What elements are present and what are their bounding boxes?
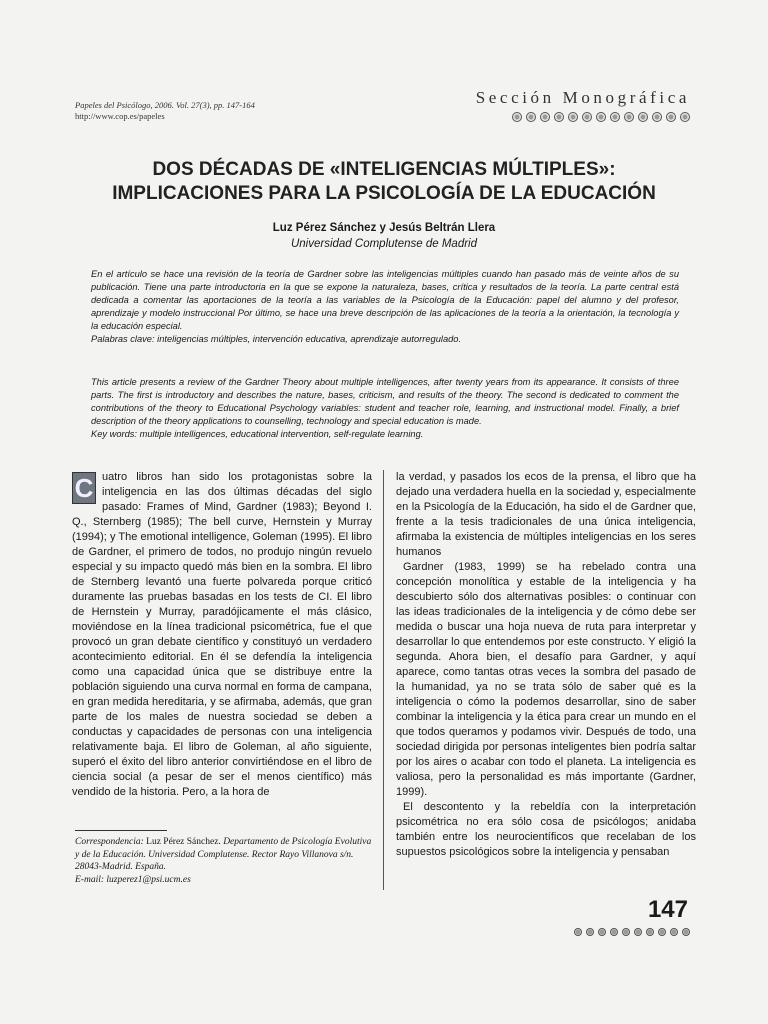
keywords-text: inteligencias múltiples, intervención educativa, aprendizaje autorregulado. — [157, 334, 462, 345]
affiliation: Universidad Complutense de Madrid — [290, 238, 477, 250]
dot-icon — [646, 928, 654, 936]
footnote-email: E-mail: luzperez1@psi.ucm.es — [75, 874, 191, 885]
title-line-1: DOS DÉCADAS DE «INTELIGENCIAS MÚLTIPLES»: — [152, 159, 616, 180]
dot-icon — [574, 928, 582, 936]
footnote-name: Luz Pérez Sánchez. — [146, 837, 221, 847]
dot-icon — [622, 928, 630, 936]
article-title — [75, 158, 693, 206]
dot-icon — [610, 112, 620, 122]
page-number: 147 — [647, 896, 688, 923]
decorative-dots-top — [512, 112, 690, 122]
dot-icon — [554, 112, 564, 122]
paragraph-text: uatro libros han sido los protagonistas sobre la inteligencia en las dos últimas décadas del siglo pasado: Frames of Mind, Gardner (1983); Beyond I. Q., Sternberg (1985); The bell curve, Hernstein y Murray (1994); y The emotional intelligence, Goleman (1995). El libro de Gardner, el primero de todos, no produjo ningún revuelo especial y su impacto quedó más bien en la sombra. El libro de Sternberg levantó una fuerte polvareda porque criticó duramente las pruebas basadas en los tests de CI. El libro de Hernstein y Murray, paradójicamente el más clásico, moviéndose en la línea tradicional psicométrica, fue el que provocó un gran debate científico y constituyó un verdadero acontecimiento editorial. En él se defendía la inteligencia como una capacidad única que se distribuye entre la población siguiendo una curva normal en forma de campana, en gran medida hereditaria, y se afirmaba, además, que gran parte de los males de nuestra sociedad se deben a conductas y capacidades de personas con una inteligencia relativamente baja. El libro de Goleman, al año siguiente, superó el éxito del libro anterior convirtiéndose en el libro de ciencia social (a pesar de ser el menos científico) más vendido de la historia. Pero, a la hora de — [72, 471, 372, 798]
dot-icon — [670, 928, 678, 936]
authors: Luz Pérez Sánchez y Jesús Beltrán Llera — [272, 222, 496, 234]
footnote-label: Correspondencia: — [75, 837, 144, 847]
section-title: Sección Monográfica — [475, 88, 690, 107]
dot-icon — [652, 112, 662, 122]
drop-cap: C — [72, 472, 96, 504]
keywords-label: Key words: — [91, 429, 137, 440]
dot-icon — [658, 928, 666, 936]
body-column-left — [72, 470, 372, 800]
abstract-english — [91, 376, 679, 441]
dot-icon — [682, 928, 690, 936]
dot-icon — [540, 112, 550, 122]
keywords-text: multiple intelligences, educational intervention, self-regulate learning. — [139, 429, 424, 440]
abstract-text: This article presents a review of the Gardner Theory about multiple intelligences, after twenty years from its appearance. It consists of three parts. The first is introductory and describes the nature, bases, criticism, and results of the theory. The second is dedicated to comment the contributions of the theory to Educational Psychology variables: student and teacher role, learning, and instructional model. Finally, a brief description of the theory applications to counselling, technology and special education is made. — [91, 377, 679, 427]
dot-icon — [568, 112, 578, 122]
abstract-text: En el artículo se hace una revisión de la teoría de Gardner sobre las inteligencias múltiples cuando han pasado más de veinte años de su publicación. Tiene una parte introductoria en la que se expone la naturaleza, bases, crítica y resultados de la teoría. La parte central está dedicada a comentar las aportaciones de la teoría a las variables de la Psicología de la Educación: papel del alumno y del profesor, aprendizaje y modelo instruccional Por último, se hace una breve descripción de las aplicaciones de la teoría a la orientación, la tecnología y la educación especial. — [91, 269, 679, 332]
keywords-label: Palabras clave: — [91, 334, 155, 345]
correspondence-footnote — [75, 836, 375, 886]
dot-icon — [624, 112, 634, 122]
dot-icon — [596, 112, 606, 122]
decorative-dots-bottom — [574, 928, 690, 936]
footnote-address: Departamento de Psicología Evolutiva y de la Educación. Universidad Complutense. Rector Rayo Villanova s/n. 28043-Madrid. España. — [75, 837, 372, 872]
dot-icon — [598, 928, 606, 936]
dot-icon — [526, 112, 536, 122]
paragraph: Gardner (1983, 1999) se ha rebelado contra una concepción monolítica y estable de la inteligencia y ha descubierto sólo dos alternativas posibles: o continuar con las ideas tradicionales de la inteligencia y de cómo debe ser medida o buscar una hoja nueva de ruta para interpretar y desarrollar lo que entendemos por este constructo. Y eligió la segunda. Ahora bien, el desafío para Gardner, y aquí aparece, como tantas otras veces la sombra del pasado de la humanidad, ya no se trata sólo de saber qué es la inteligencia o cómo la podemos desarrollar, sino de saber combinar la inteligencia y la ética para crear un mundo en el que todos queramos y podamos vivir. Después de todo, una sociedad dirigida por personas inteligentes bien podría saltar por los aires o acabar con todo el planeta. La inteligencia es valiosa, pero la personalidad es más importante (Gardner, 1999). — [396, 561, 696, 798]
journal-header — [75, 100, 255, 122]
dot-icon — [582, 112, 592, 122]
journal-url: http://www.cop.es/papeles — [75, 111, 165, 121]
dot-icon — [512, 112, 522, 122]
dot-icon — [680, 112, 690, 122]
dot-icon — [638, 112, 648, 122]
dot-icon — [610, 928, 618, 936]
dot-icon — [634, 928, 642, 936]
footnote-divider — [75, 830, 167, 831]
keywords-line — [91, 333, 679, 346]
title-line-2: IMPLICACIONES PARA LA PSICOLOGÍA DE LA EDUCACIÓN — [112, 183, 656, 204]
dot-icon — [666, 112, 676, 122]
journal-citation: Papeles del Psicólogo, 2006. Vol. 27(3), pp. 147-164 — [75, 100, 255, 110]
abstract-spanish — [91, 268, 679, 347]
paragraph: El descontento y la rebeldía con la interpretación psicométrica no era sólo cosa de psicólogos; anidaba también entre los neurocientíficos que recelaban de los supuestos psicológicos sobre la inteligencia y pensaban — [396, 801, 696, 858]
keywords-line — [91, 428, 679, 441]
column-divider — [383, 470, 384, 890]
paragraph: la verdad, y pasados los ecos de la prensa, el libro que ha dejado una verdadera huella en la sociedad y, especialmente en la Psicología de la Educación, ha sido el de Gardner que, frente a la tesis tradicionales de una única inteligencia, afirmaba la existencia de múltiples inteligencias en los seres humanos — [396, 471, 696, 558]
paragraph — [72, 470, 372, 800]
dot-icon — [586, 928, 594, 936]
body-column-right — [396, 470, 696, 860]
